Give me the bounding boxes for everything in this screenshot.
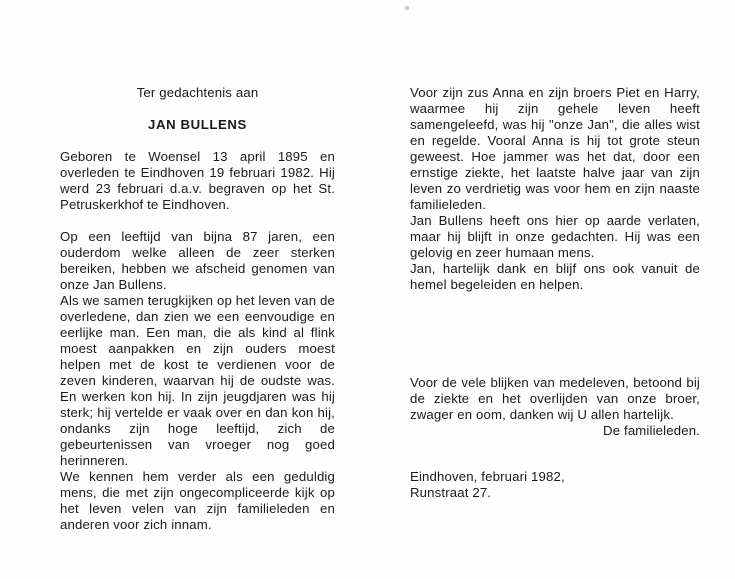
fold-mark (405, 6, 409, 10)
character-paragraph: We kennen hem verder als een geduldig mens, die met zijn ongecompliceerde kijk op het leven velen van zijn familieleden en anderen voor zich innam. (60, 469, 335, 532)
address: Runstraat 27. (410, 485, 492, 500)
place-date: Eindhoven, februari 1982, (410, 469, 565, 484)
acknowledgement-paragraph: Voor de vele blijken van medeleven, betoond bij de ziekte en het overlijden van onze broer, zwager en oom, danken wij U allen hartelijk. (410, 375, 700, 422)
life-paragraph: Als we samen terugkijken op het leven van de overledene, dan zien we een eenvoudige en eerlijke man. Een man, die als kind al flink moest aanpakken en zijn ouders moest helpen met de kost te verdienen voor de zeven kinderen, waarvan hij de oudste was. En werken kon hij. In zijn jeugdjaren was hij sterk; hij vertelde er vaak over en dan kon hij, ondanks zijn hoge leeftijd, zich de gebeurtenissen van vroeger nog goed herinneren. (60, 293, 335, 468)
birth-death-paragraph: Geboren te Woensel 13 april 1895 en overleden te Eindhoven 19 februari 1982. Hij werd 23 februari d.a.v. begraven op het St. Petruskerkhof te Eindhoven. (60, 149, 335, 212)
signature: De familieleden. (603, 423, 700, 438)
age-paragraph: Op een leeftijd van bijna 87 jaren, een ouderdom welke alleen de zeer sterken bereiken, hebben we afscheid genomen van onze Jan Bullens. (60, 229, 335, 292)
right-column (410, 85, 700, 293)
place-date-block (410, 469, 700, 501)
thanks-jan-paragraph: Jan, hartelijk dank en blijf ons ook vanuit de hemel begeleiden en helpen. (410, 261, 700, 292)
farewell-paragraph: Jan Bullens heeft ons hier op aarde verlaten, maar hij blijft in onze gedachten. Hij was een gelovig en zeer humaan mens. (410, 213, 700, 260)
left-column (60, 85, 335, 533)
deceased-name: JAN BULLENS (148, 117, 247, 132)
family-paragraph: Voor zijn zus Anna en zijn broers Piet en Harry, waarmee hij zijn gehele leven heeft samengeleefd, was hij "onze Jan", die alles wist en regelde. Vooral Anna is hij tot grote steun geweest. Hoe jammer was het dat, door een ernstige ziekte, het laatste halve jaar van zijn leven zo verdrietig was voor hem en zijn naaste familieleden. (410, 85, 700, 212)
acknowledgement-block (410, 375, 700, 439)
card-heading: Ter gedachtenis aan (136, 85, 259, 100)
